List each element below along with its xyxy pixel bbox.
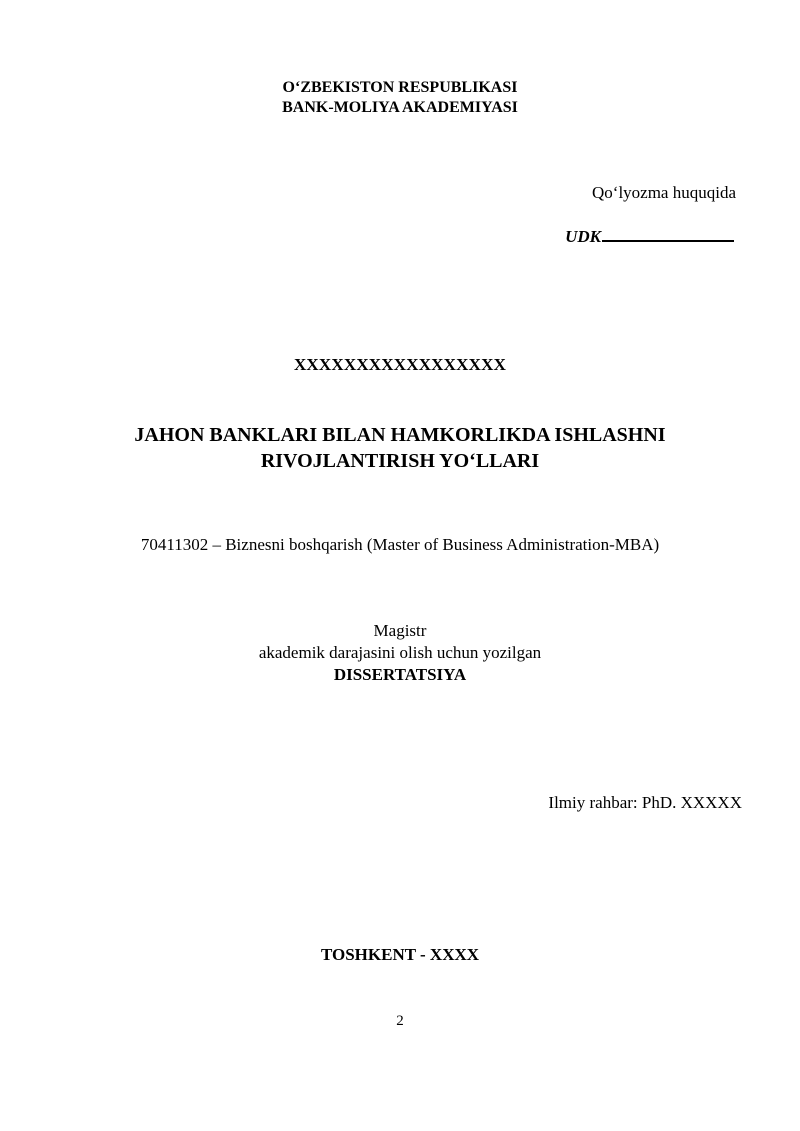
specialty-code: 70411302 – Biznesni boshqarish (Master of Business Administration-MBA): [140, 535, 660, 554]
udk-blank-line: [602, 226, 734, 242]
author-name: XXXXXXXXXXXXXXXXX: [293, 355, 507, 374]
institution-header: [0, 78, 800, 118]
academy-name: BANK-MOLIYA AKADEMIYASI: [282, 99, 518, 116]
manuscript-rights: Qo‘lyozma huquqida: [592, 183, 736, 202]
title-line-1: JAHON BANKLARI BILAN HAMKORLIKDA ISHLASHNI: [134, 424, 666, 446]
country-name: O‘ZBEKISTON RESPUBLIKASI: [282, 79, 518, 96]
page-number: 2: [396, 1013, 404, 1029]
degree-level: Magistr: [373, 621, 427, 640]
title-line-2: RIVOJLANTIRISH YO‘LLARI: [260, 450, 540, 472]
city-year: TOSHKENT - XXXX: [320, 945, 480, 964]
document-type: DISSERTATSIYA: [333, 665, 467, 684]
degree-statement: [0, 620, 800, 686]
udk-field: [565, 226, 734, 247]
scientific-supervisor: Ilmiy rahbar: PhD. XXXXX: [548, 793, 742, 812]
udk-label: UDK: [565, 227, 601, 246]
degree-purpose: akademik darajasini olish uchun yozilgan: [258, 643, 542, 662]
dissertation-title: [0, 422, 800, 474]
